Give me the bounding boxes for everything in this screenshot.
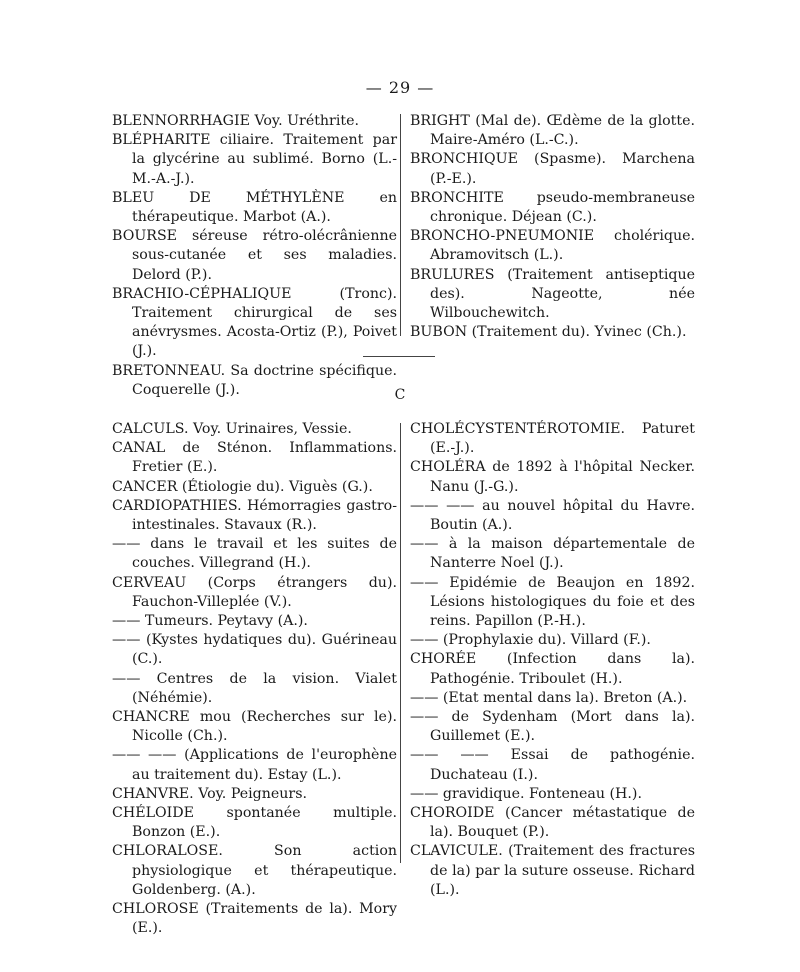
index-entry: —— Centres de la vision. Vialet (Néhémie). [112, 670, 397, 706]
index-entry: CARDIOPATHIES. Hémorragies gastro-intestinales. Stavaux (R.). [112, 497, 397, 534]
index-entry: —— Epidémie de Beaujon en 1892. Lésions histologiques du foie et des reins. Papillon (P.-H.). [410, 574, 695, 630]
index-entry: CHANCRE mou (Recherches sur le). Nicolle (Ch.). [112, 709, 397, 745]
index-entry: CHORÉE (Infection dans la). Pathogénie. Triboulet (H.). [410, 651, 695, 687]
index-entry: BRACHIO-CÉPHALIQUE (Tronc). Traitement chirurgical de ses anévrysmes. Acosta-Ortiz (P.), Poivet (J.). [112, 285, 397, 360]
index-entry: BRONCHIQUE (Spasme). Marchena (P.-E.). [410, 151, 695, 187]
index-entry: CHOROIDE (Cancer métastatique de la). Bouquet (P.). [410, 805, 695, 841]
index-entry: BLENNORRHAGIE Voy. Uréthrite. [112, 113, 359, 129]
index-entry: —— (Kystes hydatiques du). Guérineau (C.). [112, 632, 397, 668]
index-entry: —— de Sydenham (Mort dans la). Guillemet (E.). [410, 709, 695, 745]
index-entry: CLAVICULE. (Traitement des fractures de la) par la suture osseuse. Richard (L.). [410, 843, 695, 898]
index-entry: BRULURES (Traitement antiseptique des). Nageotte, née Wilbouchewitch. [410, 266, 695, 322]
index-entry: CHLOROSE (Traitements de la). Mory (E.). [112, 901, 397, 937]
index-entry: —— —— Essai de pathogénie. Duchateau (I.). [410, 747, 695, 783]
index-entry: CANCER (Étiologie du). Viguès (G.). [112, 478, 373, 495]
index-entry: —— —— (Applications de l'europhène au traitement du). Estay (L.). [112, 747, 397, 783]
index-entry: BLEU DE MÉTHYLÈNE en thérapeutique. Marbot (A.). [112, 189, 397, 226]
index-entry: CHANVRE. Voy. Peigneurs. [112, 785, 307, 802]
index-entry: CANAL de Sténon. Inflammations. Fretier (E.). [112, 440, 397, 476]
index-entry: —— (Prophylaxie du). Villard (F.). [410, 632, 651, 649]
index-entry: CALCULS. Voy. Urinaires, Vessie. [112, 421, 352, 437]
page-number: — 29 — [365, 78, 435, 97]
index-entry: —— dans le travail et les suites de couches. Villegrand (H.). [112, 536, 397, 572]
index-entry: CERVEAU (Corps étrangers du). Fauchon-Villeplée (V.). [112, 574, 397, 610]
index-entry: CHLORALOSE. Son action physiologique et thérapeutique. Goldenberg. (A.). [112, 843, 397, 898]
column-divider-top [400, 114, 401, 336]
index-entry: —— —— au nouvel hôpital du Havre. Boutin (A.). [410, 497, 695, 534]
section-letter: C [394, 387, 406, 403]
index-entry: —— gravidique. Fonteneau (H.). [410, 785, 642, 802]
index-entry: BOURSE séreuse rétro-olécrânienne sous-cutanée et ses maladies. Delord (P.). [112, 228, 397, 283]
index-entry: BRONCHITE pseudo-membraneuse chronique. Déjean (C.). [410, 189, 695, 226]
index-entry: BRIGHT (Mal de). Œdème de la glotte. Maire-Améro (L.-C.). [410, 113, 695, 149]
index-entry: BLÉPHARITE ciliaire. Traitement par la glycérine au sublimé. Borno (L.-M.-A.-J.). [112, 132, 397, 187]
index-entry: CHOLÉRA de 1892 à l'hôpital Necker. Nanu (J.-G.). [410, 459, 695, 495]
index-column-top-right [410, 112, 695, 342]
column-divider-bottom [400, 423, 401, 863]
index-entry: —— Tumeurs. Peytavy (A.). [112, 613, 308, 630]
index-entry: CHOLÉCYSTENTÉROTOMIE. Paturet (E.-J.). [410, 421, 695, 457]
section-separator [363, 356, 435, 357]
index-entry: BRONCHO-PNEUMONIE cholérique. Abramovitsch (L.). [410, 228, 695, 264]
index-column-bottom-right [410, 420, 695, 900]
index-entry: BUBON (Traitement du). Yvinec (Ch.). [410, 324, 687, 341]
index-column-bottom-left [112, 420, 397, 938]
index-column-top-left [112, 112, 397, 400]
index-entry: —— (Etat mental dans la). Breton (A.). [410, 689, 688, 706]
index-entry: BRETONNEAU. Sa doctrine spécifique. Coquerelle (J.). [112, 362, 397, 398]
index-entry: CHÉLOIDE spontanée multiple. Bonzon (E.). [112, 805, 397, 841]
index-entry: —— à la maison départementale de Nanterre Noel (J.). [410, 536, 695, 572]
